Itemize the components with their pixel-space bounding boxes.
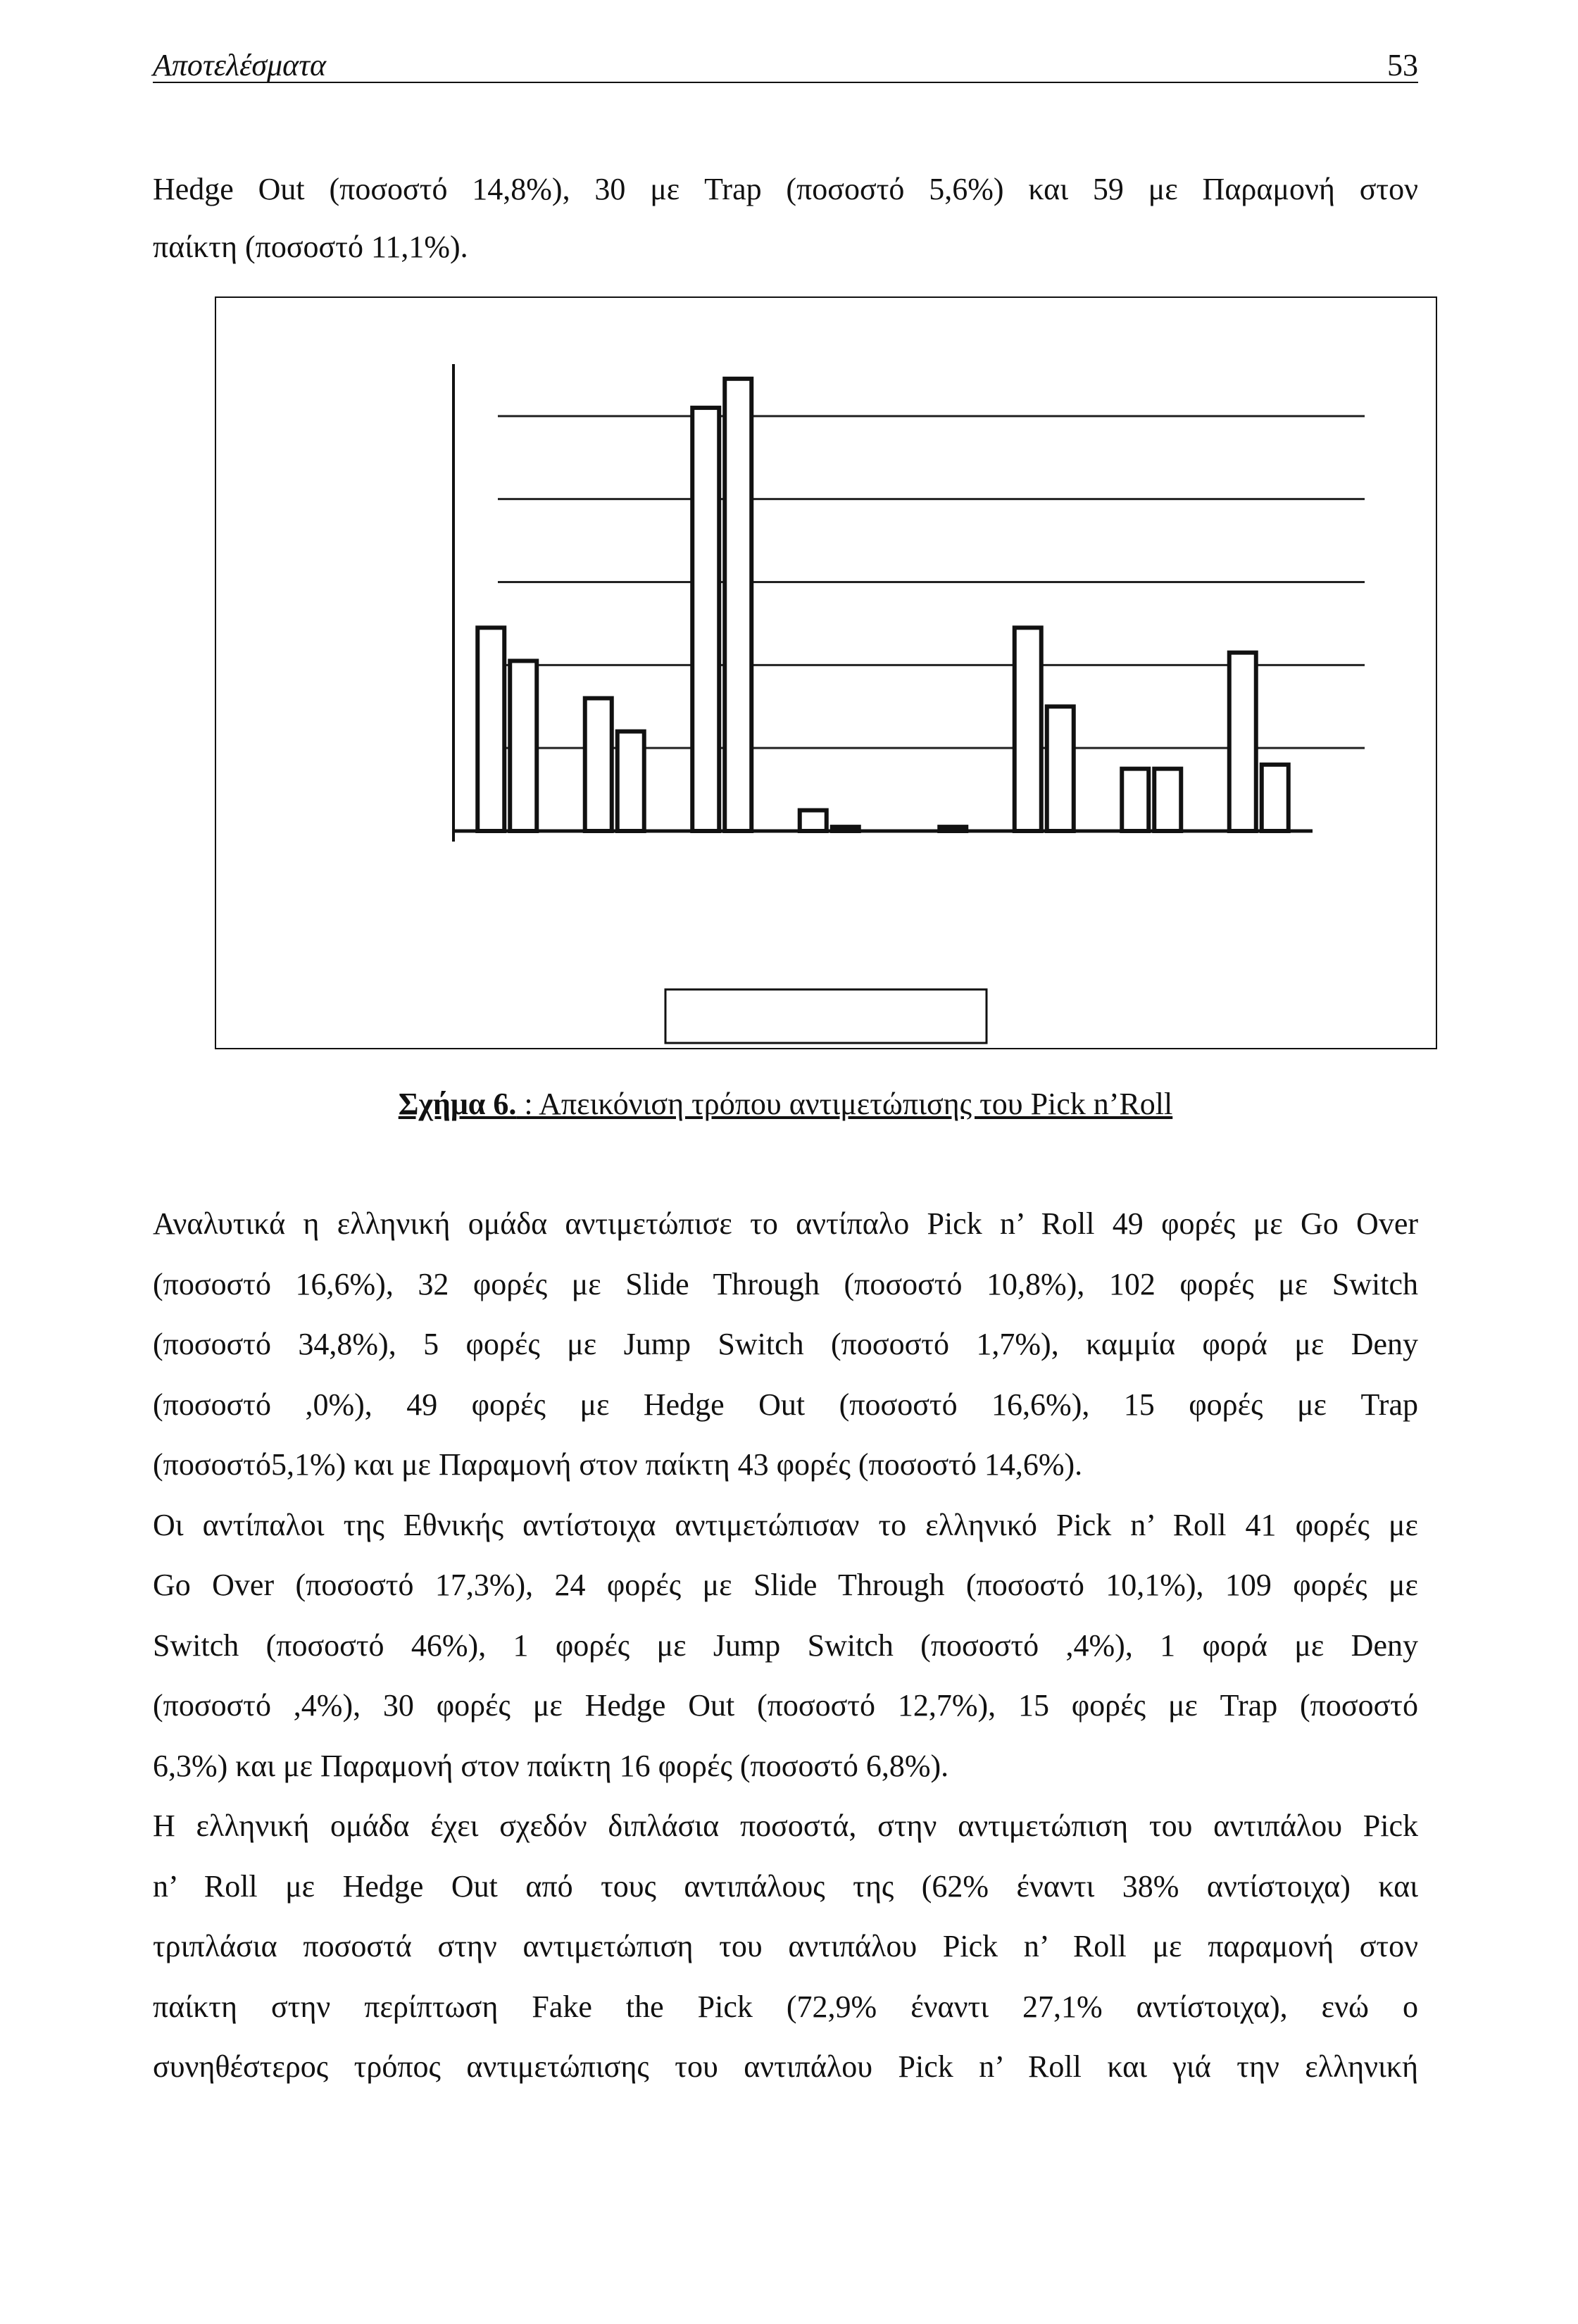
bar <box>725 379 751 831</box>
paragraph <box>153 1495 1418 1797</box>
text-line: συνηθέστερος τρόπος αντιμετώπισης του αντιπάλου Pick n’ Roll και γιά την ελληνική <box>153 2049 1418 2084</box>
text-line: (ποσοστό 34,8%), 5 φορές με Jump Switch (ποσοστό 1,7%), καμμία φορά με Deny <box>153 1327 1418 1361</box>
bar <box>585 698 612 831</box>
figure-chart <box>215 296 1437 1049</box>
page-number: 53 <box>1387 48 1418 82</box>
bar <box>1154 769 1181 831</box>
bar <box>477 627 504 831</box>
figure-caption <box>153 1085 1418 1124</box>
bar <box>618 732 644 831</box>
text-line: (ποσοστό ,0%), 49 φορές με Hedge Out (ποσοστό 16,6%), 15 φορές με Trap <box>153 1387 1418 1422</box>
paragraph <box>153 1796 1418 2097</box>
legend-box <box>665 989 987 1043</box>
section-title: Αποτελέσματα <box>153 48 327 82</box>
text-line: (ποσοστό ,4%), 30 φορές με Hedge Out (ποσοστό 12,7%), 15 φορές με Trap (ποσοστό <box>153 1688 1418 1723</box>
text-line: Switch (ποσοστό 46%), 1 φορές με Jump Switch (ποσοστό ,4%), 1 φορά με Deny <box>153 1628 1418 1663</box>
caption-text: : Απεικόνιση τρόπου αντιμετώπισης του Pick n’Roll <box>516 1087 1173 1121</box>
bar <box>510 661 537 831</box>
text-line: (ποσοστό5,1%) και με Παραμονή στον παίκτη 43 φορές (ποσοστό 14,6%). <box>153 1447 1083 1482</box>
bar <box>1047 706 1074 831</box>
bar <box>1262 765 1289 831</box>
text-line: 6,3%) και με Παραμονή στον παίκτη 16 φορές (ποσοστό 6,8%). <box>153 1748 949 1783</box>
text-line: Hedge Out (ποσοστό 14,8%), 30 με Trap (ποσοστό 5,6%) και 59 με Παραμονή στον <box>153 172 1418 206</box>
bar <box>692 408 719 831</box>
text-line: τριπλάσια ποσοστά στην αντιμετώπιση του αντιπάλου Pick n’ Roll με παραμονή στον <box>153 1929 1418 1963</box>
text-line: Go Over (ποσοστό 17,3%), 24 φορές με Slide Through (ποσοστό 10,1%), 109 φορές με <box>153 1568 1418 1602</box>
text-line: Οι αντίπαλοι της Εθνικής αντίστοιχα αντιμετώπισαν το ελληνικό Pick n’ Roll 41 φορές με <box>153 1507 1418 1542</box>
text-line: n’ Roll με Hedge Out από τους αντιπάλους της (62% έναντι 38% αντίστοιχα) και <box>153 1868 1418 1904</box>
bar <box>1122 769 1148 831</box>
caption-label: Σχήμα 6. <box>398 1087 517 1121</box>
text-line: Η ελληνική ομάδα έχει σχεδόν διπλάσια ποσοστά, στην αντιμετώπιση του αντιπάλου Pick <box>153 1808 1418 1843</box>
page-header <box>153 42 1418 83</box>
intro-paragraph <box>153 161 1418 276</box>
text-line: (ποσοστό 16,6%), 32 φορές με Slide Through (ποσοστό 10,8%), 102 φορές με Switch <box>153 1266 1418 1301</box>
text-line: παίκτη (ποσοστό 11,1%). <box>153 230 468 264</box>
paragraph <box>153 1194 1418 1495</box>
bar <box>1229 653 1256 831</box>
bar <box>800 811 827 831</box>
body-text <box>153 1194 1418 2097</box>
text-line: Αναλυτικά η ελληνική ομάδα αντιμετώπισε το αντίπαλο Pick n’ Roll 49 φορές με Go Over <box>153 1206 1418 1241</box>
bar-chart <box>216 298 1436 1048</box>
bar <box>1015 627 1041 831</box>
text-line: παίκτη στην περίπτωση Fake the Pick (72,9% έναντι 27,1% αντίστοιχα), ενώ ο <box>153 1989 1418 2024</box>
